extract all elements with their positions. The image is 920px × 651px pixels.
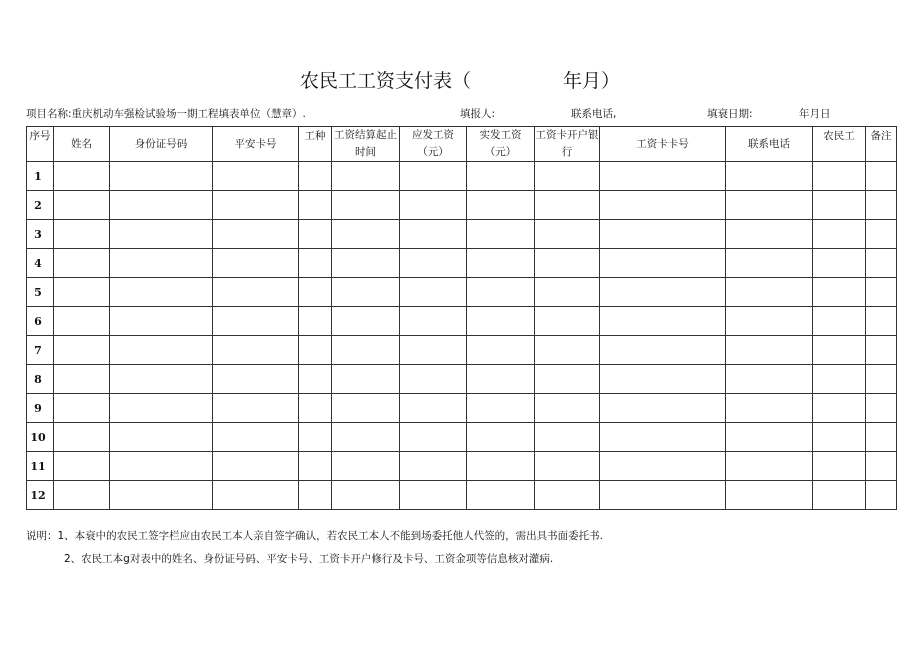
table-cell[interactable] — [726, 278, 813, 307]
table-cell[interactable] — [467, 249, 535, 278]
table-cell[interactable] — [726, 249, 813, 278]
table-row — [27, 394, 897, 423]
col-header-remarks: 备注 — [866, 127, 897, 162]
table-cell[interactable] — [726, 220, 813, 249]
table-cell[interactable] — [54, 307, 110, 336]
table-cell[interactable] — [813, 481, 866, 510]
table-row — [27, 365, 897, 394]
table-cell[interactable] — [726, 452, 813, 481]
table-row — [27, 423, 897, 452]
table-cell[interactable] — [866, 423, 897, 452]
table-cell[interactable] — [332, 452, 400, 481]
table-cell[interactable] — [332, 278, 400, 307]
table-cell[interactable] — [535, 481, 600, 510]
table-cell[interactable] — [600, 162, 726, 191]
table-cell[interactable] — [332, 191, 400, 220]
table-cell[interactable] — [600, 452, 726, 481]
table-cell[interactable] — [299, 336, 332, 365]
table-cell[interactable] — [600, 481, 726, 510]
table-cell[interactable] — [600, 336, 726, 365]
table-cell[interactable] — [110, 423, 213, 452]
table-cell[interactable] — [600, 249, 726, 278]
table-header-row — [27, 127, 897, 162]
table-cell[interactable] — [535, 423, 600, 452]
table-cell[interactable] — [332, 162, 400, 191]
table-cell[interactable] — [110, 249, 213, 278]
row-seq-number: 1 — [27, 162, 54, 191]
table-cell[interactable] — [535, 307, 600, 336]
table-cell[interactable] — [600, 278, 726, 307]
col-header-job-type: 工种 — [299, 127, 332, 162]
phone-field: 联系电话, — [571, 108, 617, 120]
table-cell[interactable] — [332, 307, 400, 336]
table-row — [27, 336, 897, 365]
table-cell[interactable] — [213, 336, 299, 365]
table-cell[interactable] — [726, 307, 813, 336]
project-name-field: 项目名称:重庆机动车强检试验场一期工程填表单位（慧章）. — [26, 108, 306, 120]
table-cell[interactable] — [600, 220, 726, 249]
table-cell[interactable] — [866, 162, 897, 191]
table-cell[interactable] — [54, 365, 110, 394]
col-header-wage-payable: 应发工资（元） — [400, 127, 467, 162]
table-cell[interactable] — [299, 191, 332, 220]
table-cell[interactable] — [54, 220, 110, 249]
table-cell[interactable] — [400, 365, 467, 394]
table-cell[interactable] — [467, 394, 535, 423]
row-seq-number: 8 — [27, 365, 54, 394]
table-cell[interactable] — [467, 162, 535, 191]
table-row — [27, 220, 897, 249]
col-header-seq: 序号 — [27, 127, 54, 162]
table-cell[interactable] — [813, 452, 866, 481]
table-cell[interactable] — [400, 307, 467, 336]
table-cell[interactable] — [332, 394, 400, 423]
table-cell[interactable] — [110, 394, 213, 423]
table-cell[interactable] — [726, 336, 813, 365]
table-cell[interactable] — [866, 191, 897, 220]
table-cell[interactable] — [866, 307, 897, 336]
col-header-name: 姓名 — [54, 127, 110, 162]
table-cell[interactable] — [400, 452, 467, 481]
row-seq-number: 2 — [27, 191, 54, 220]
table-cell[interactable] — [535, 365, 600, 394]
table-cell[interactable] — [813, 365, 866, 394]
table-row — [27, 481, 897, 510]
form-title — [0, 66, 920, 92]
table-cell[interactable] — [110, 191, 213, 220]
table-cell[interactable] — [110, 307, 213, 336]
table-cell[interactable] — [600, 365, 726, 394]
table-cell[interactable] — [299, 249, 332, 278]
table-cell[interactable] — [213, 481, 299, 510]
table-cell[interactable] — [726, 481, 813, 510]
table-cell[interactable] — [54, 423, 110, 452]
table-cell[interactable] — [467, 220, 535, 249]
table-cell[interactable] — [213, 394, 299, 423]
table-cell[interactable] — [299, 394, 332, 423]
table-cell[interactable] — [467, 191, 535, 220]
table-cell[interactable] — [110, 278, 213, 307]
col-header-bank: 工资卡开户银行 — [535, 127, 600, 162]
table-cell[interactable] — [535, 220, 600, 249]
table-cell[interactable] — [213, 307, 299, 336]
col-header-wage-paid: 实发工资（元） — [467, 127, 535, 162]
row-seq-number: 11 — [27, 452, 54, 481]
table-cell[interactable] — [535, 452, 600, 481]
table-cell[interactable] — [600, 307, 726, 336]
table-row — [27, 162, 897, 191]
row-seq-number: 5 — [27, 278, 54, 307]
row-seq-number: 12 — [27, 481, 54, 510]
table-cell[interactable] — [467, 278, 535, 307]
table-cell[interactable] — [54, 481, 110, 510]
table-cell[interactable] — [467, 481, 535, 510]
table-cell[interactable] — [726, 394, 813, 423]
col-header-safety-card: 平安卡号 — [213, 127, 299, 162]
table-cell[interactable] — [400, 336, 467, 365]
table-cell[interactable] — [535, 249, 600, 278]
table-cell[interactable] — [400, 278, 467, 307]
table-cell[interactable] — [467, 452, 535, 481]
table-cell[interactable] — [866, 220, 897, 249]
table-cell[interactable] — [400, 162, 467, 191]
form-info-line — [0, 106, 920, 122]
table-cell[interactable] — [54, 162, 110, 191]
table-cell[interactable] — [726, 162, 813, 191]
table-cell[interactable] — [535, 336, 600, 365]
note-line-1: 说明：1、本衰中的农民工签字栏应由农民工本人亲自签字确认，若农民工本人不能到场委托他人代签的，需出具书面委托书. — [26, 530, 604, 542]
table-cell[interactable] — [813, 249, 866, 278]
table-cell[interactable] — [400, 423, 467, 452]
table-cell[interactable] — [813, 191, 866, 220]
table-cell[interactable] — [213, 423, 299, 452]
table-cell[interactable] — [332, 423, 400, 452]
table-cell[interactable] — [535, 191, 600, 220]
table-cell[interactable] — [332, 249, 400, 278]
row-seq-number: 3 — [27, 220, 54, 249]
table-cell[interactable] — [600, 394, 726, 423]
table-cell[interactable] — [866, 394, 897, 423]
table-cell[interactable] — [54, 249, 110, 278]
table-cell[interactable] — [299, 278, 332, 307]
filler-field: 填报人: — [460, 108, 496, 120]
table-cell[interactable] — [600, 191, 726, 220]
table-cell[interactable] — [535, 162, 600, 191]
col-header-settlement-period: 工资结算起止时间 — [332, 127, 400, 162]
table-cell[interactable] — [726, 191, 813, 220]
table-cell[interactable] — [213, 365, 299, 394]
table-cell[interactable] — [299, 452, 332, 481]
table-cell[interactable] — [866, 278, 897, 307]
table-cell[interactable] — [813, 162, 866, 191]
table-cell[interactable] — [110, 481, 213, 510]
table-cell[interactable] — [726, 423, 813, 452]
table-cell[interactable] — [813, 278, 866, 307]
table-cell[interactable] — [110, 220, 213, 249]
table-row — [27, 307, 897, 336]
row-seq-number: 6 — [27, 307, 54, 336]
table-cell[interactable] — [813, 336, 866, 365]
table-cell[interactable] — [866, 452, 897, 481]
col-header-contact-phone: 联系电话 — [726, 127, 813, 162]
table-cell[interactable] — [332, 365, 400, 394]
table-cell[interactable] — [54, 452, 110, 481]
table-row — [27, 191, 897, 220]
col-header-id-number: 身份证号码 — [110, 127, 213, 162]
table-cell[interactable] — [813, 423, 866, 452]
table-cell[interactable] — [213, 249, 299, 278]
fill-date-label: 填衰日期: — [707, 108, 753, 120]
table-cell[interactable] — [467, 423, 535, 452]
table-cell[interactable] — [866, 365, 897, 394]
table-cell[interactable] — [866, 481, 897, 510]
table-cell[interactable] — [299, 365, 332, 394]
table-cell[interactable] — [54, 278, 110, 307]
wage-table — [26, 126, 897, 510]
table-cell[interactable] — [813, 394, 866, 423]
table-cell[interactable] — [400, 481, 467, 510]
fill-date-value: 年月日 — [799, 108, 831, 120]
table-cell[interactable] — [299, 481, 332, 510]
table-cell[interactable] — [400, 249, 467, 278]
table-cell[interactable] — [813, 307, 866, 336]
table-cell[interactable] — [332, 481, 400, 510]
table-cell[interactable] — [400, 220, 467, 249]
table-cell[interactable] — [866, 336, 897, 365]
table-cell[interactable] — [213, 220, 299, 249]
table-cell[interactable] — [54, 394, 110, 423]
form-title-main: 农民工工资支付表（ — [300, 70, 472, 92]
note-line-2: 2、农民工本g对表中的姓名、身份证号码、平安卡号、工资卡开户修行及卡号、工资金项等信息核对灌病. — [64, 553, 554, 565]
table-cell[interactable] — [813, 220, 866, 249]
table-row — [27, 452, 897, 481]
table-cell[interactable] — [332, 336, 400, 365]
table-cell[interactable] — [213, 162, 299, 191]
table-cell[interactable] — [54, 336, 110, 365]
table-cell[interactable] — [467, 336, 535, 365]
table-row — [27, 278, 897, 307]
table-cell[interactable] — [866, 249, 897, 278]
table-cell[interactable] — [726, 365, 813, 394]
col-header-worker-signature: 农民工 — [813, 127, 866, 162]
table-cell[interactable] — [400, 394, 467, 423]
table-cell[interactable] — [110, 452, 213, 481]
col-header-card-number: 工资卡卡号 — [600, 127, 726, 162]
table-cell[interactable] — [213, 191, 299, 220]
table-cell[interactable] — [299, 423, 332, 452]
table-cell[interactable] — [332, 220, 400, 249]
table-cell[interactable] — [213, 452, 299, 481]
table-cell[interactable] — [213, 278, 299, 307]
table-cell[interactable] — [467, 365, 535, 394]
table-cell[interactable] — [54, 191, 110, 220]
table-cell[interactable] — [535, 278, 600, 307]
table-cell[interactable] — [600, 423, 726, 452]
table-cell[interactable] — [299, 307, 332, 336]
table-cell[interactable] — [299, 162, 332, 191]
row-seq-number: 7 — [27, 336, 54, 365]
table-cell[interactable] — [467, 307, 535, 336]
row-seq-number: 4 — [27, 249, 54, 278]
table-cell[interactable] — [110, 365, 213, 394]
form-title-month: 年月） — [563, 70, 621, 92]
row-seq-number: 10 — [27, 423, 54, 452]
table-cell[interactable] — [110, 162, 213, 191]
table-cell[interactable] — [110, 336, 213, 365]
table-cell[interactable] — [535, 394, 600, 423]
row-seq-number: 9 — [27, 394, 54, 423]
table-cell[interactable] — [400, 191, 467, 220]
table-cell[interactable] — [299, 220, 332, 249]
table-row — [27, 249, 897, 278]
